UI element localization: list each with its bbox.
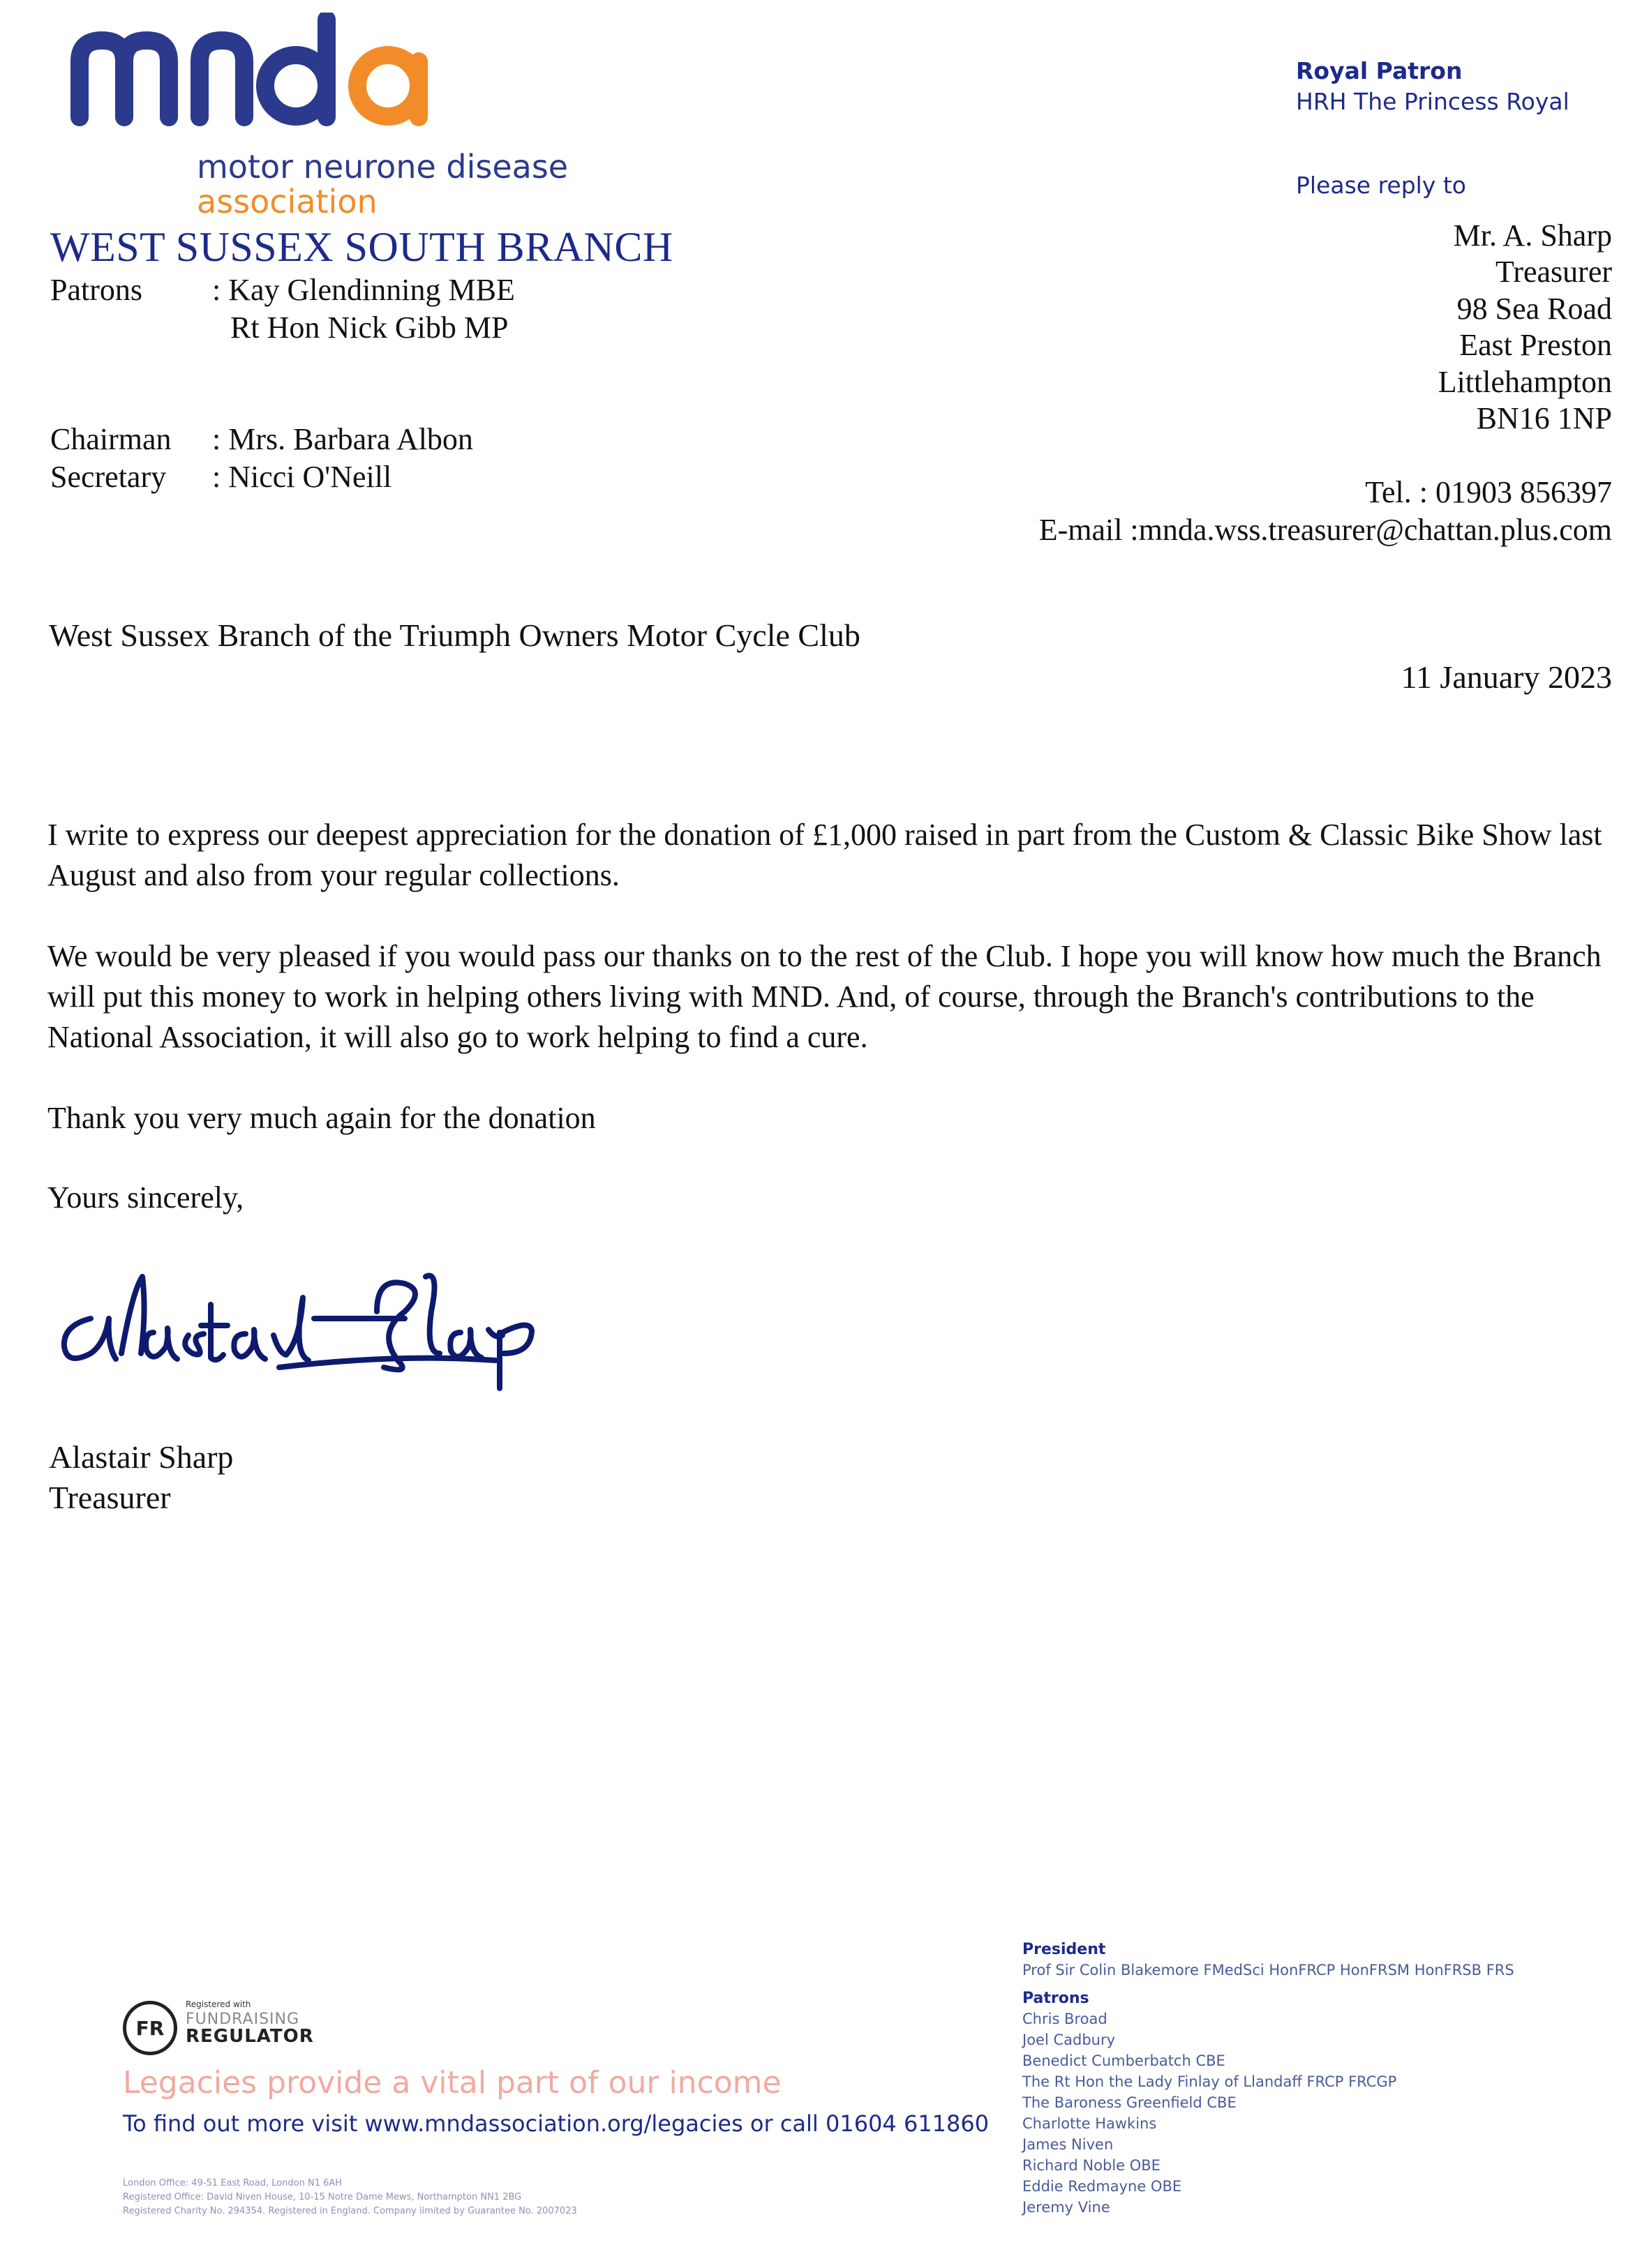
logo-tagline-1: motor neurone disease	[197, 148, 569, 186]
signature	[49, 1249, 551, 1402]
reply-address-line: Mr. A. Sharp	[1453, 218, 1612, 253]
president-label: President	[1022, 1941, 1106, 1958]
body-paragraph: We would be very pleased if you would pass our thanks on to the rest of the Club. I hope you will know how much the Branch will put this money to work in helping others living with MND. And, of course, through the Branch's contributions to the National Association, it will also go to work helping to find a cure.	[47, 939, 1602, 1054]
royal-patron-name: HRH The Princess Royal	[1296, 88, 1569, 115]
reply-address-line: 98 Sea Road	[1456, 292, 1612, 326]
office-line: Registered Office: David Niven House, 10-15 Notre Dame Mews, Northampton NN1 2BG	[123, 2192, 522, 2202]
closing: Yours sincerely,	[47, 1180, 244, 1215]
email-address: E-mail :mnda.wss.treasurer@chattan.plus.com	[1038, 513, 1612, 547]
reply-label: Please reply to	[1296, 172, 1466, 199]
patron-2: Rt Hon Nick Gibb MP	[230, 310, 509, 345]
reply-address-line: Littlehampton	[1438, 365, 1612, 399]
reply-address-line: BN16 1NP	[1476, 401, 1612, 435]
fr-name-line2: REGULATOR	[186, 2026, 314, 2047]
footer-patron: Joel Cadbury	[1022, 2032, 1116, 2048]
logo-tagline-2: association	[197, 183, 378, 220]
footer-patron: Richard Noble OBE	[1022, 2157, 1161, 2174]
office-line: London Office: 49-51 East Road, London N1 6AH	[123, 2178, 343, 2188]
secretary-label: Secretary	[50, 460, 167, 494]
chairman-name: : Mrs. Barbara Albon	[212, 422, 473, 456]
footer-patron: Benedict Cumberbatch CBE	[1022, 2052, 1225, 2069]
footer-patron: Jeremy Vine	[1022, 2199, 1110, 2216]
royal-patron-label: Royal Patron	[1296, 57, 1463, 84]
secretary-name: : Nicci O'Neill	[212, 460, 392, 494]
footer-patron: Charlotte Hawkins	[1022, 2115, 1157, 2132]
reply-address-line: Treasurer	[1495, 255, 1612, 289]
legacies-info: To find out more visit www.mndassociation.org/legacies or call 01604 611860	[123, 2110, 990, 2137]
office-line: Registered Charity No. 294354. Registered in England. Company limited by Guarantee No. 2007023	[123, 2206, 577, 2216]
footer-patron: Eddie Redmayne OBE	[1022, 2178, 1182, 2195]
fundraising-regulator-badge	[123, 2001, 177, 2055]
legacies-tagline: Legacies provide a vital part of our income	[123, 2065, 782, 2101]
fr-name-line1: FUNDRAISING	[186, 2011, 300, 2028]
footer-patrons-label: Patrons	[1022, 1990, 1089, 2007]
footer-patron: Chris Broad	[1022, 2011, 1107, 2027]
mnda-logo	[67, 13, 458, 138]
signatory-name: Alastair Sharp	[49, 1439, 234, 1475]
signatory-title: Treasurer	[49, 1480, 171, 1515]
reply-address-line: East Preston	[1459, 328, 1612, 362]
recipient: West Sussex Branch of the Triumph Owners Motor Cycle Club	[49, 617, 860, 653]
chairman-label: Chairman	[50, 422, 172, 456]
telephone: Tel. : 01903 856397	[1365, 475, 1612, 509]
fr-badge-text: FR	[135, 2016, 165, 2040]
letter-date: 11 January 2023	[1401, 659, 1612, 695]
patron-1: : Kay Glendinning MBE	[212, 273, 515, 307]
branch-name: WEST SUSSEX SOUTH BRANCH	[50, 224, 673, 270]
patrons-label: Patrons	[50, 273, 142, 307]
fr-registered-label: Registered with	[186, 1999, 251, 2009]
footer-patron: James Niven	[1022, 2136, 1114, 2153]
body-paragraph: Thank you very much again for the donation	[47, 1101, 596, 1135]
president-name: Prof Sir Colin Blakemore FMedSci HonFRCP HonFRSM HonFRSB FRS	[1022, 1962, 1514, 1978]
body-paragraph: I write to express our deepest appreciation for the donation of £1,000 raised in part from the Custom & Classic Bike Show last August and also from your regular collections.	[47, 818, 1602, 892]
footer-patron: The Rt Hon the Lady Finlay of Llandaff FRCP FRCGP	[1022, 2073, 1397, 2090]
footer-patron: The Baroness Greenfield CBE	[1022, 2094, 1237, 2111]
